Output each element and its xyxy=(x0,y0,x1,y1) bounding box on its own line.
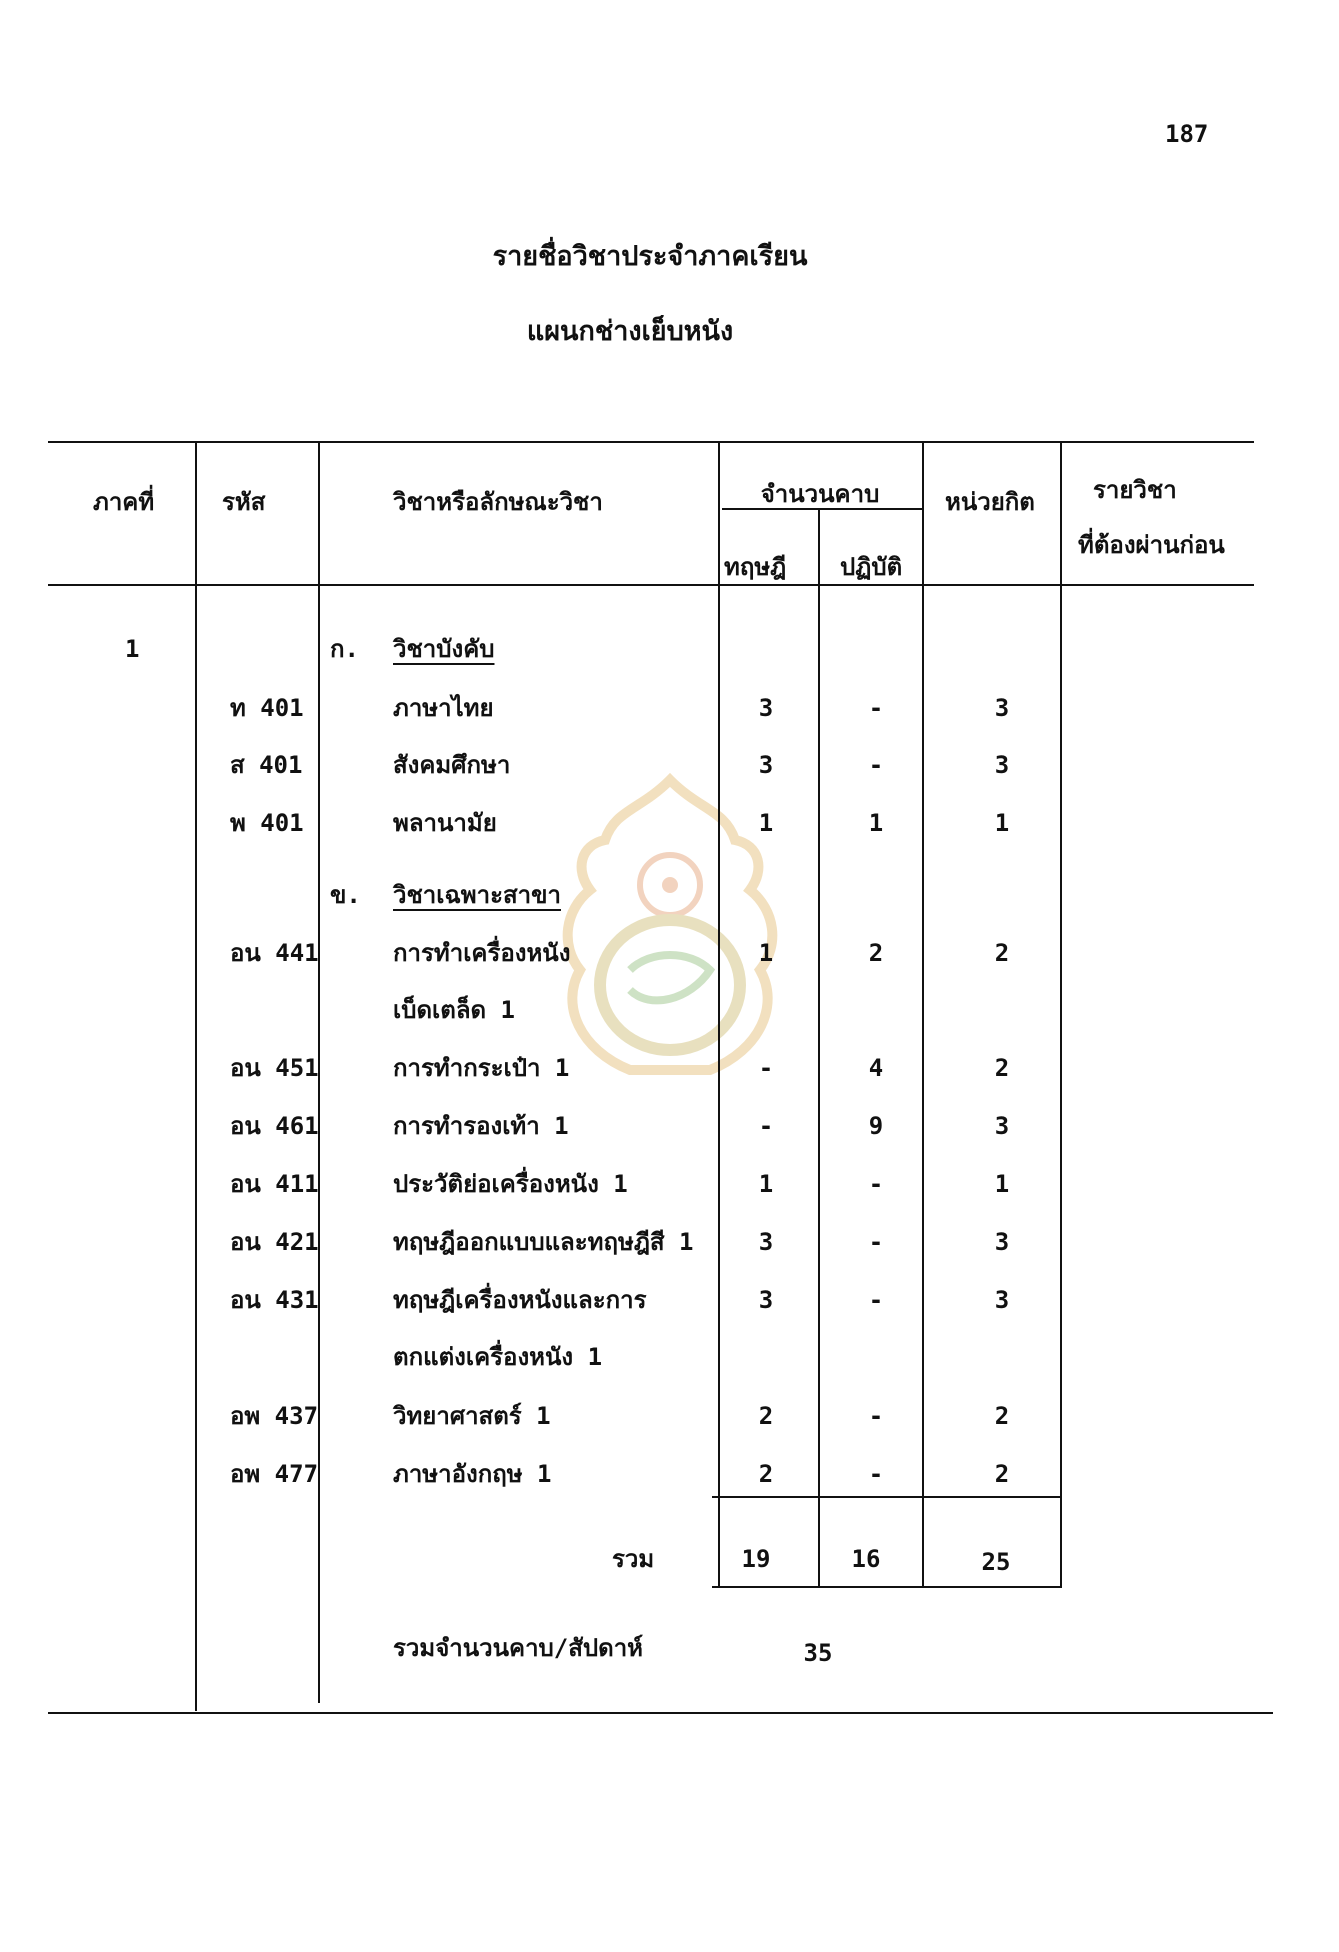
page-number: 187 xyxy=(1165,120,1209,148)
section-b-marker: ข. xyxy=(330,881,361,909)
table-top-rule xyxy=(48,441,1254,443)
row-subject-continued: ตกแต่งเครื่องหนัง 1 xyxy=(393,1343,603,1371)
section-b-label: วิชาเฉพาะสาขา xyxy=(393,881,561,909)
row-theory: 2 xyxy=(758,1460,774,1488)
row-subject: วิทยาศาสตร์ 1 xyxy=(393,1402,551,1430)
row-theory: - xyxy=(758,1054,774,1082)
row-code: ส 401 xyxy=(230,751,303,779)
header-subject: วิชาหรือลักษณะวิชา xyxy=(393,488,603,516)
row-credits: 3 xyxy=(994,1286,1010,1314)
row-subject: ภาษาอังกฤษ 1 xyxy=(393,1460,552,1488)
col-rule-theory xyxy=(818,508,820,1588)
row-practice: 4 xyxy=(868,1054,884,1082)
row-credits: 3 xyxy=(994,1228,1010,1256)
row-code: อน 441 xyxy=(230,939,319,967)
row-practice: - xyxy=(868,694,884,722)
header-bottom-rule xyxy=(48,584,1254,586)
row-subject: ประวัติย่อเครื่องหนัง 1 xyxy=(393,1170,628,1198)
total-top-rule xyxy=(712,1496,1062,1498)
page-subtitle: แผนกช่างเย็บหนัง xyxy=(526,316,734,347)
header-term: ภาคที่ xyxy=(93,488,155,516)
row-practice: 9 xyxy=(868,1112,884,1140)
row-subject: การทำรองเท้า 1 xyxy=(393,1112,569,1140)
col-rule-term xyxy=(195,443,197,1711)
row-code: อน 411 xyxy=(230,1170,319,1198)
row-subject: การทำกระเป๋า 1 xyxy=(393,1054,570,1082)
row-practice: - xyxy=(868,1228,884,1256)
row-code: อน 461 xyxy=(230,1112,319,1140)
term-value: 1 xyxy=(125,635,140,663)
row-code: อพ 477 xyxy=(230,1460,319,1488)
row-theory: 1 xyxy=(758,939,774,967)
periods-header-rule xyxy=(722,508,922,510)
row-credits: 1 xyxy=(994,1170,1010,1198)
row-subject: พลานามัย xyxy=(393,809,497,837)
row-practice: 2 xyxy=(868,939,884,967)
page-title: รายชื่อวิชาประจำภาคเรียน xyxy=(492,241,808,272)
row-subject: ภาษาไทย xyxy=(393,694,494,722)
row-credits: 2 xyxy=(994,1402,1010,1430)
row-credits: 1 xyxy=(994,809,1010,837)
row-credits: 3 xyxy=(994,1112,1010,1140)
header-practice: ปฏิบัติ xyxy=(840,553,903,581)
row-theory: 2 xyxy=(758,1402,774,1430)
row-practice: - xyxy=(868,1402,884,1430)
header-prereq-line1: รายวิชา xyxy=(1093,476,1177,504)
row-theory: 3 xyxy=(758,1286,774,1314)
row-practice: 1 xyxy=(868,809,884,837)
row-code: อน 421 xyxy=(230,1228,319,1256)
row-code: อน 451 xyxy=(230,1054,319,1082)
row-credits: 3 xyxy=(994,694,1010,722)
header-theory: ทฤษฎี xyxy=(724,553,787,581)
row-practice: - xyxy=(868,1286,884,1314)
row-theory: 1 xyxy=(758,1170,774,1198)
row-subject: สังคมศึกษา xyxy=(393,751,511,779)
row-credits: 2 xyxy=(994,1054,1010,1082)
header-prereq-line2: ที่ต้องผ่านก่อน xyxy=(1078,531,1225,559)
row-theory: 1 xyxy=(758,809,774,837)
row-practice: - xyxy=(868,751,884,779)
section-a-label: วิชาบังคับ xyxy=(393,635,495,663)
row-subject-continued: เบ็ดเตล็ด 1 xyxy=(393,996,516,1024)
row-practice: - xyxy=(868,1460,884,1488)
seal-watermark-icon xyxy=(520,770,820,1090)
row-code: ท 401 xyxy=(230,694,304,722)
row-theory: - xyxy=(758,1112,774,1140)
row-subject: การทำเครื่องหนัง xyxy=(393,939,571,967)
total-theory: 19 xyxy=(741,1545,771,1573)
header-periods: จำนวนคาบ xyxy=(760,480,880,508)
row-practice: - xyxy=(868,1170,884,1198)
col-rule-practice xyxy=(922,443,924,1588)
row-subject: ทฤษฎีออกแบบและทฤษฎีสี 1 xyxy=(393,1228,694,1256)
total-practice: 16 xyxy=(851,1545,881,1573)
row-theory: 3 xyxy=(758,694,774,722)
weekly-value: 35 xyxy=(803,1639,833,1667)
col-rule-credits xyxy=(1060,443,1062,1588)
row-credits: 2 xyxy=(994,1460,1010,1488)
row-theory: 3 xyxy=(758,751,774,779)
row-credits: 3 xyxy=(994,751,1010,779)
row-credits: 2 xyxy=(994,939,1010,967)
section-a-marker: ก. xyxy=(330,635,359,663)
col-rule-subject xyxy=(718,443,720,1588)
weekly-label: รวมจำนวนคาบ/สัปดาห์ xyxy=(393,1634,643,1662)
row-code: พ 401 xyxy=(230,809,304,837)
row-code: อน 431 xyxy=(230,1286,319,1314)
total-credits: 25 xyxy=(981,1548,1011,1576)
row-subject: ทฤษฎีเครื่องหนังและการ xyxy=(393,1286,647,1314)
total-label: รวม xyxy=(612,1545,655,1573)
total-bottom-rule xyxy=(712,1586,1062,1588)
row-code: อพ 437 xyxy=(230,1402,319,1430)
header-credits: หน่วยกิต xyxy=(945,488,1035,516)
table-bottom-rule xyxy=(48,1712,1273,1714)
header-code: รหัส xyxy=(222,488,266,516)
row-theory: 3 xyxy=(758,1228,774,1256)
